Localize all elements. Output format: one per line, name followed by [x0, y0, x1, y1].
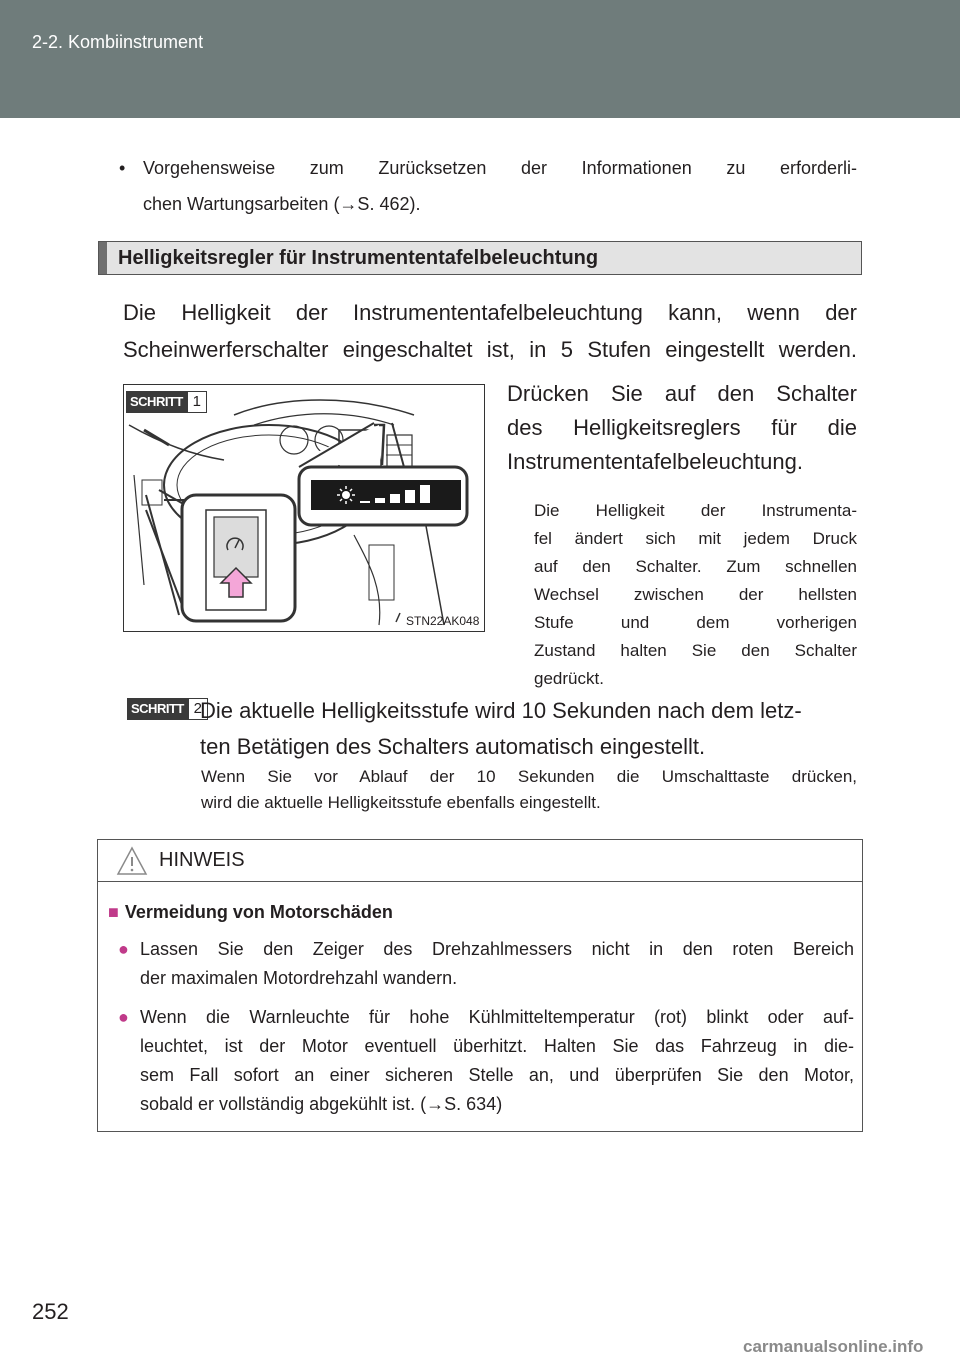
bullet-symbol: • — [119, 158, 126, 178]
notice-item-1 — [118, 935, 854, 993]
notice-subheading — [108, 902, 393, 923]
bullet-line-1: Vorgehensweise zum Zurücksetzen der Informationen zu erforderli- — [143, 158, 857, 178]
section-heading — [98, 241, 862, 275]
watermark: carmanualsonline.info — [743, 1337, 924, 1356]
step-2-badge — [127, 698, 208, 720]
page-number: 252 — [32, 1299, 69, 1324]
figure-code: STN22AK048 — [406, 614, 480, 628]
section-heading-bar — [99, 242, 107, 274]
step-1-note-line: auf den Schalter. Zum schnellen — [534, 557, 857, 576]
notice-item-2-line: Wenn die Warnleuchte für hohe Kühlmitteltemperatur (rot) blinkt oder auf- — [140, 1007, 854, 1027]
step-1-note — [534, 497, 857, 693]
step-2-badge-label: SCHRITT — [127, 698, 188, 720]
step-2-line-1: Die aktuelle Helligkeitsstufe wird 10 Sekunden nach dem letz- — [200, 698, 802, 723]
step-1-note-line: Stufe und dem vorherigen — [534, 613, 857, 632]
notice-title: HINWEIS — [159, 849, 245, 871]
circle-bullet-icon: ● — [118, 939, 129, 959]
step-2-note-line-1: Wenn Sie vor Ablauf der 10 Sekunden die Umschalttaste drücken, — [201, 767, 857, 786]
intro-line-1: Die Helligkeit der Instrumententafelbeleuchtung kann, wenn der — [123, 300, 857, 325]
step-1-badge-label: SCHRITT — [126, 391, 187, 413]
notice-item-1-line: der maximalen Motordrehzahl wandern. — [140, 968, 458, 988]
dashboard-illustration — [123, 384, 485, 632]
step-1-badge — [126, 391, 207, 413]
notice-item-2 — [118, 1003, 854, 1119]
step-1-badge-number: 1 — [187, 391, 207, 413]
square-bullet-icon: ■ — [108, 902, 119, 922]
notice-subheading-text: Vermeidung von Motorschäden — [124, 902, 393, 922]
step-1-instruction — [507, 377, 857, 479]
step-1-note-line: Wechsel zwischen der hellsten — [534, 585, 857, 604]
notice-item-2-line: sobald er vollständig abgekühlt ist. (→S. 634) — [140, 1094, 503, 1114]
section-heading-title: Helligkeitsregler für Instrumententafelbeleuchtung — [118, 247, 599, 269]
step-2-line-2: ten Betätigen des Schalters automatisch eingestellt. — [200, 734, 706, 759]
notice-item-2-line: leuchtet, ist der Motor eventuell überhitzt. Halten Sie das Fahrzeug in die- — [140, 1036, 854, 1056]
step-1-note-line: fel ändert sich mit jedem Druck — [534, 529, 857, 548]
step-1-note-line: Zustand halten Sie den Schalter — [534, 641, 857, 660]
step-1-note-line: gedrückt. — [534, 669, 604, 688]
step-1-line-2: des Helligkeitsreglers für die — [507, 415, 857, 440]
step-1-line-3: Instrumententafelbeleuchtung. — [507, 449, 803, 474]
step-1-note-line: Die Helligkeit der Instrumenta- — [534, 501, 857, 520]
step-2-instruction — [200, 693, 860, 765]
warning-triangle-icon — [115, 845, 149, 877]
intro-paragraph — [123, 294, 857, 368]
intro-line-2: Scheinwerferschalter eingeschaltet ist, in 5 Stufen eingestellt werden. — [123, 337, 857, 362]
page-header — [0, 0, 960, 118]
bullet-item — [119, 150, 857, 222]
bullet-line-2: chen Wartungsarbeiten (→S. 462). — [143, 194, 421, 214]
step-1-line-1: Drücken Sie auf den Schalter — [507, 381, 857, 406]
notice-header — [98, 840, 862, 882]
notice-item-2-line: sem Fall sofort an einer sicheren Stelle an, und überprüfen Sie den Motor, — [140, 1065, 854, 1085]
circle-bullet-icon: ● — [118, 1007, 129, 1027]
chapter-title: 2-2. Kombiinstrument — [32, 32, 204, 52]
step-2-note — [201, 764, 857, 816]
step-2-badge-number: 2 — [188, 698, 208, 720]
step-2-note-line-2: wird die aktuelle Helligkeitsstufe ebenfalls eingestellt. — [201, 793, 601, 812]
notice-item-1-line: Lassen Sie den Zeiger des Drehzahlmessers nicht in den roten Bereich — [140, 939, 854, 959]
notice-box — [97, 839, 863, 1132]
dashboard-drawing — [124, 385, 485, 632]
